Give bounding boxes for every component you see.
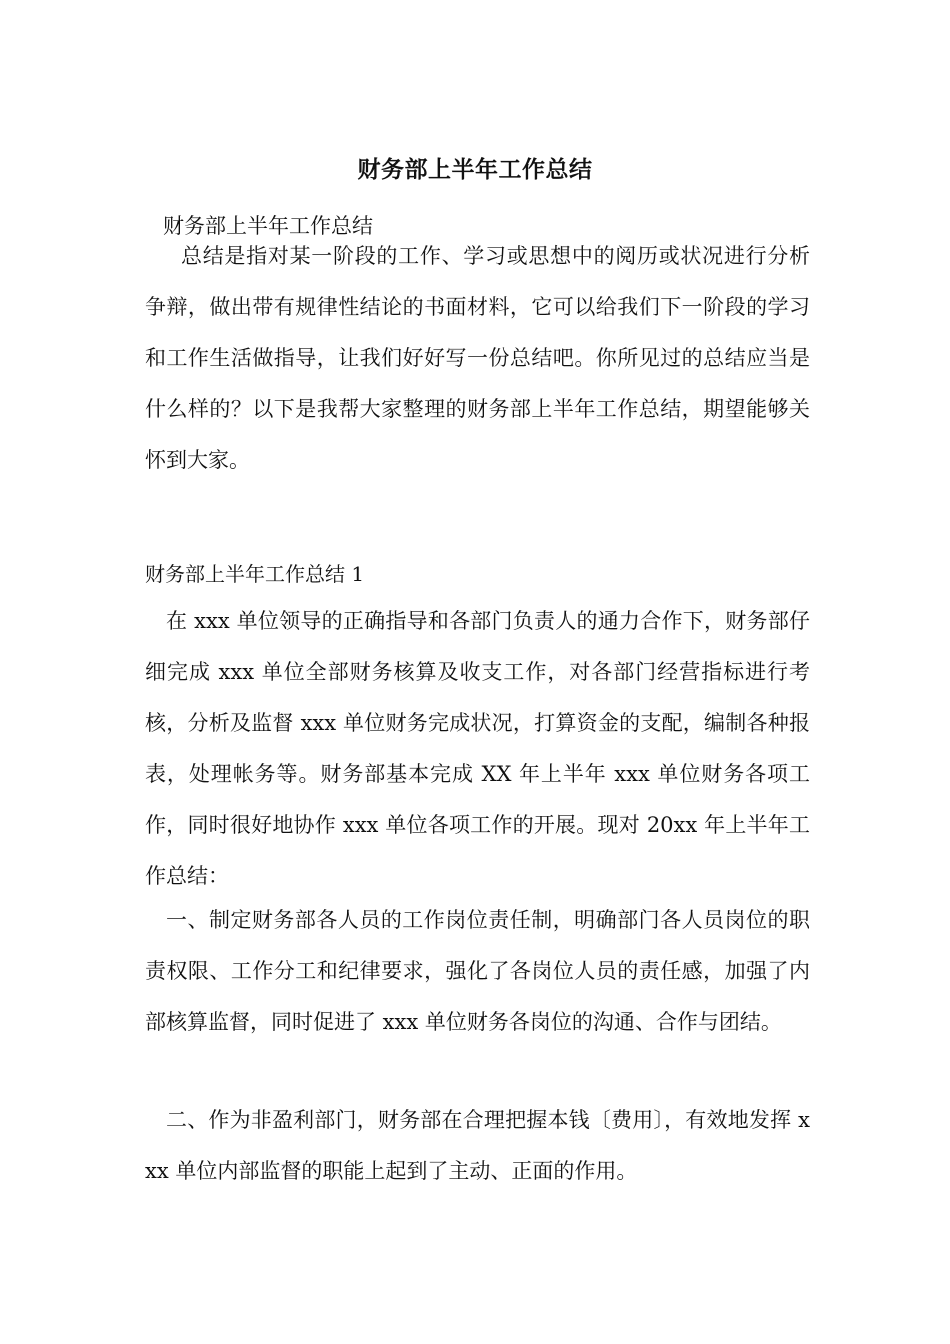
body-paragraph: 一、制定财务部各人员的工作岗位责任制，明确部门各人员岗位的职责权限、工作分工和纪律要求，强化了各岗位人员的责任感，加强了内部核算监督，同时促进了 xxx 单位财务各岗位的沟通、合作与团结。 [145,908,810,1034]
intro-paragraph: 总结是指对某一阶段的工作、学习或思想中的阅历或状况进行分析争辩，做出带有规律性结论的书面材料，它可以给我们下一阶段的学习和工作生活做指导，让我们好好写一份总结吧。你所见过的总结应当是什么样的？以下是我帮大家整理的财务部上半年工作总结，期望能够关怀到大家。 [145,244,810,472]
document-title: 财务部上半年工作总结 [357,156,593,183]
body-paragraph: 二、作为非盈利部门，财务部在合理把握本钱〔费用〕，有效地发挥 xxx 单位内部监督的职能上起到了主动、正面的作用。 [145,1108,810,1183]
section-heading: 财务部上半年工作总结 1 [145,562,365,586]
document-subtitle: 财务部上半年工作总结 [163,214,373,238]
body-paragraph: 在 xxx 单位领导的正确指导和各部门负责人的通力合作下，财务部仔细完成 xxx 单位全部财务核算及收支工作，对各部门经营指标进行考核，分析及监督 xxx 单位财务完成状况，打算资金的支配，编制各种报表，处理帐务等。财务部基本完成 XX 年上半年 xxx 单位财务各项工作，同时很好地协作 xxx 单位各项工作的开展。现对 20xx 年上半年工作总结： [145,609,810,888]
